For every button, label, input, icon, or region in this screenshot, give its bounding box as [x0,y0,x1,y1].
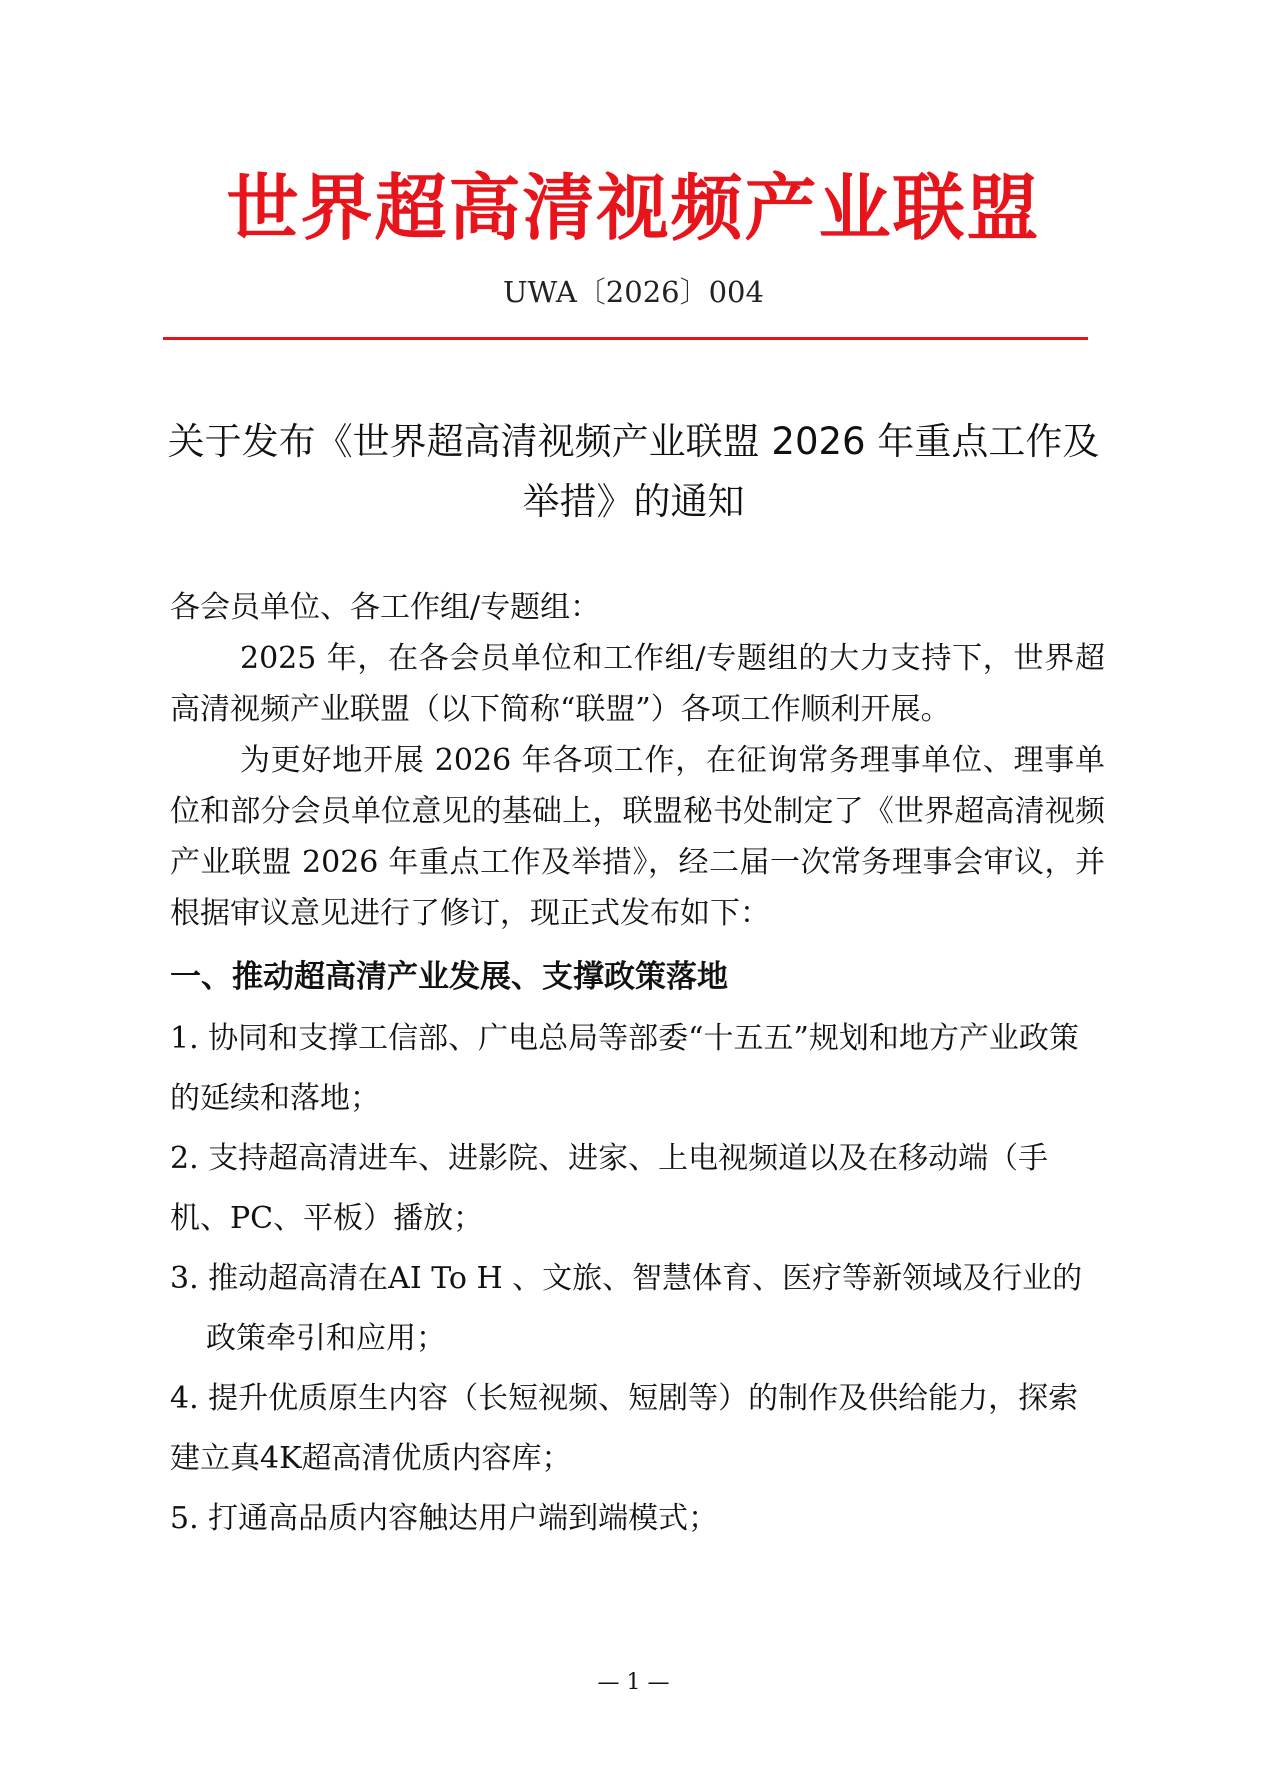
paragraph-release: 为更好地开展 2026 年各项工作，在征询常务理事单位、理事单位和部分会员单位意见的基础上，联盟秘书处制定了《世界超高清视频产业联盟 2026 年重点工作及举措》，经二届一次常务理事会审议，并根据审议意见进行了修订，现正式发布如下： [170,743,1105,931]
list-item: 2. 支持超高清进车、进影院、进家、上电视频道以及在移动端（手机、PC、平板）播放； [170,1141,1049,1236]
list-item: 4. 提升优质原生内容（长短视频、短剧等）的制作及供给能力，探索建立真4K超高清优质内容库； [170,1381,1079,1476]
section-heading: 一、推动超高清产业发展、支撑政策落地 [170,959,728,995]
document-title-line-2: 举措》的通知 [522,480,745,523]
page-number: — 1 — [597,1670,670,1695]
header-divider [163,337,1088,340]
section-list [170,1009,1105,1549]
document-title [160,412,1107,532]
paragraph-intro: 2025 年，在各会员单位和工作组/专题组的大力支持下，世界超高清视频产业联盟（以下简称“联盟”）各项工作顺利开展。 [170,641,1105,727]
list-item: 5. 打通高品质内容触达用户端到端模式； [170,1501,719,1536]
list-item: 3. 推动超高清在AI To H 、文旅、智慧体育、医疗等新领域及行业的政策牵引和应用； [170,1261,1083,1356]
salutation: 各会员单位、各工作组/专题组： [170,590,601,625]
document-title-line-1: 关于发布《世界超高清视频产业联盟 2026 年重点工作及 [167,420,1100,463]
organization-name: 世界超高清视频产业联盟 [226,166,1041,250]
list-item: 1. 协同和支撑工信部、广电总局等部委“十五五”规划和地方产业政策的延续和落地； [170,1021,1079,1116]
document-body [170,582,1105,1549]
document-number: UWA〔2026〕004 [503,275,764,309]
